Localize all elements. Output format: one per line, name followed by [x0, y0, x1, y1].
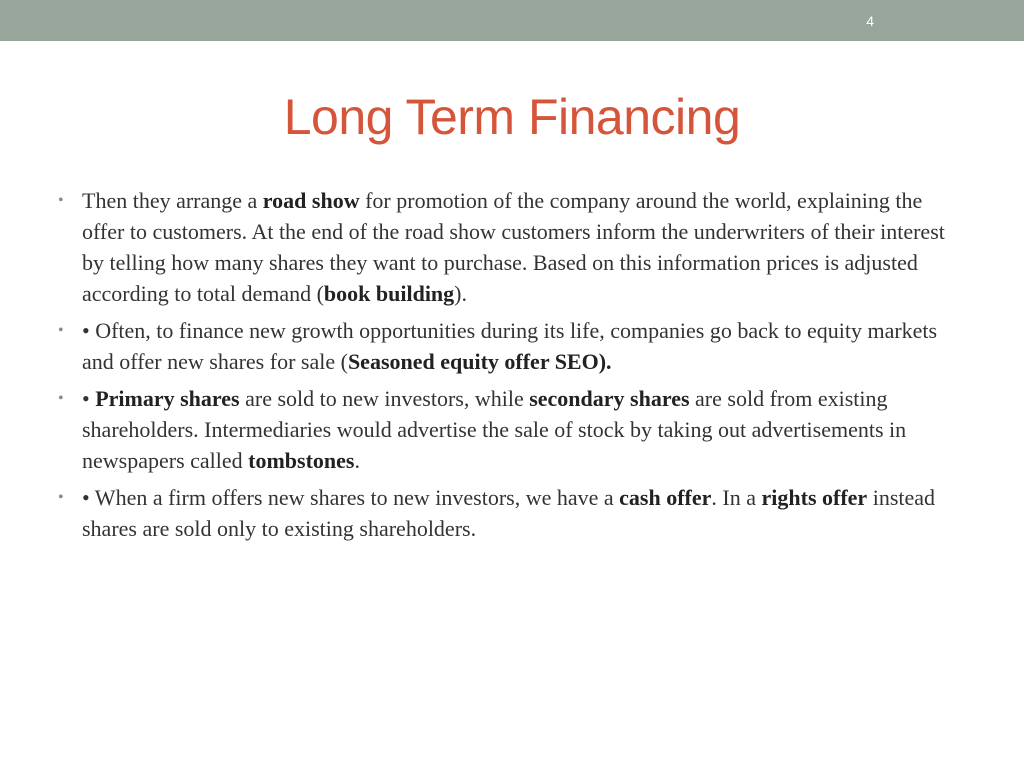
bullet-item [58, 482, 953, 544]
bullet-term: Primary shares [95, 386, 240, 411]
bullet-segment: are sold from existing shareholders. Intermediaries would advertise the sale of stock by taking out advertisements in newspapers called [82, 386, 907, 473]
bullet-segment: . In a [711, 485, 762, 510]
bullet-term: cash offer [619, 485, 712, 510]
bullet-marker-icon: • [58, 390, 64, 407]
bullet-segment: • [82, 386, 96, 411]
bullet-segment: Then they arrange a [82, 188, 263, 213]
bullet-list [58, 185, 953, 550]
bullet-text [82, 188, 945, 306]
bullet-term: book building [323, 281, 455, 306]
bullet-marker-icon: • [58, 489, 64, 506]
bullet-segment: . [354, 448, 360, 473]
bullet-item [58, 383, 953, 476]
slide-title: Long Term Financing [283, 89, 741, 145]
bullet-text [82, 386, 906, 473]
bullet-text [82, 485, 935, 541]
bullet-segment: for promotion of the company around the world, explaining the offer to customers. At the end of the road show customers inform the underwriters of their interest by telling how many shares they want to purchase. Based on this information prices is adjusted according to total demand ( [82, 188, 945, 306]
slide-number: 4 [866, 13, 874, 29]
bullet-term: rights offer [761, 485, 868, 510]
bullet-segment: are sold to new investors, while [239, 386, 530, 411]
bullet-segment: • When a firm offers new shares to new investors, we have a [82, 485, 620, 510]
bullet-segment: ). [454, 281, 467, 306]
bullet-text [82, 318, 937, 374]
bullet-item [58, 315, 953, 377]
header-bar [0, 0, 1024, 41]
bullet-term: secondary shares [529, 386, 690, 411]
bullet-segment: • Often, to finance new growth opportunities during its life, companies go back to equity markets and offer new shares for sale ( [82, 318, 938, 374]
bullet-item [58, 185, 953, 309]
bullet-marker-icon: • [58, 322, 64, 339]
bullet-segment: instead shares are sold only to existing shareholders. [82, 485, 936, 541]
bullet-term: Seasoned equity offer SEO). [347, 349, 612, 374]
bullet-term: road show [262, 188, 360, 213]
bullet-term: tombstones [248, 448, 355, 473]
bullet-marker-icon: • [58, 192, 64, 209]
